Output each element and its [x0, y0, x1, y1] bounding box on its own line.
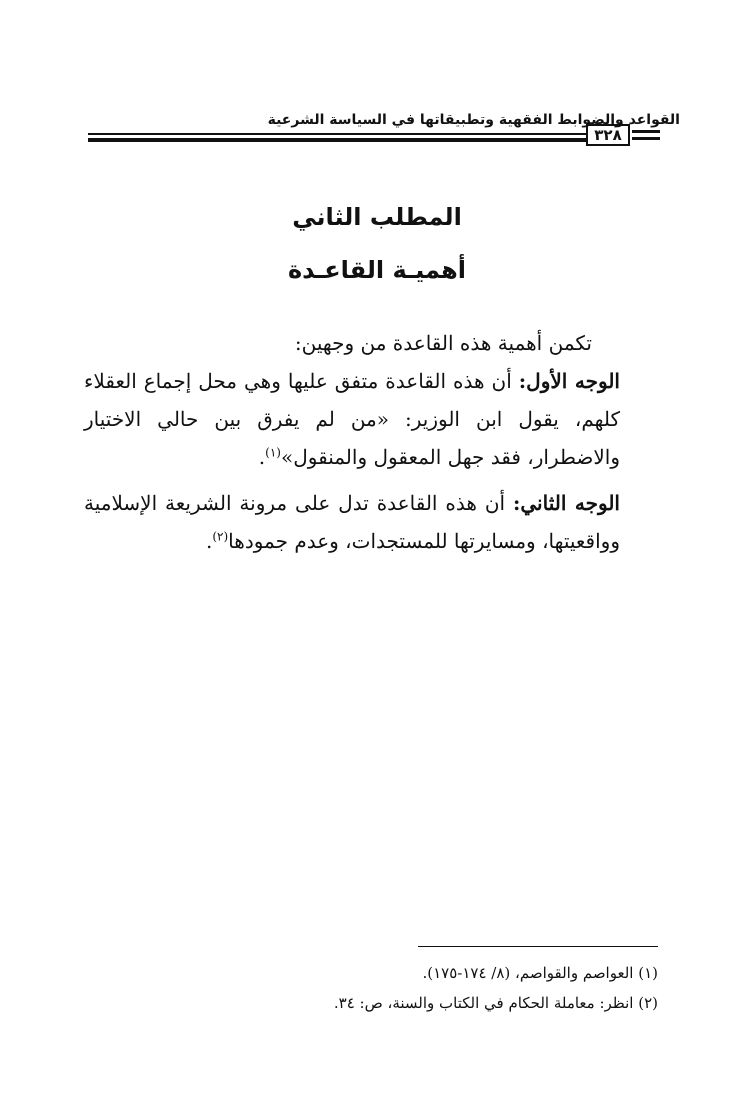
- header-rule-thick: [88, 138, 586, 142]
- header-rule-thin: [88, 133, 586, 135]
- section-heading: المطلب الثاني: [292, 203, 462, 231]
- aspect-two-end: .: [205, 529, 213, 553]
- header-ornament-line: [632, 137, 660, 140]
- aspect-one-end: .: [258, 445, 266, 469]
- aspect-one-label: الوجه الأول:: [518, 369, 620, 393]
- footnote-ref-1: (١): [265, 445, 281, 460]
- footnote-1: (١) العواصم والقواصم، (٨/ ١٧٤-١٧٥).: [422, 964, 658, 982]
- page-number: ٣٢٨: [586, 124, 630, 146]
- aspect-two-label: الوجه الثاني:: [513, 491, 620, 515]
- running-header-title: القواعد والضوابط الفقهية وتطبيقاتها في السياسة الشرعية: [267, 112, 680, 128]
- footnote-separator: [418, 946, 658, 947]
- aspect-two-text: أن هذه القاعدة تدل على مرونة الشريعة الإسلامية وواقعيتها، ومسايرتها للمستجدات، وعدم جمودها: [84, 491, 620, 553]
- footnotes: [200, 958, 658, 1018]
- body-text: [84, 324, 620, 568]
- intro-paragraph: تكمن أهمية هذه القاعدة من وجهين:: [294, 331, 592, 355]
- aspect-one-text: أن هذه القاعدة متفق عليها وهي محل إجماع العقلاء كلهم، يقول ابن الوزير: «من لم يفرق بين حالي الاختيار والاضطرار، فقد جهل المعقول والمنقول»: [84, 369, 620, 469]
- footnote-ref-2: (٢): [212, 529, 229, 544]
- footnote-2: (٢) انظر: معاملة الحكام في الكتاب والسنة، ص: ٣٤.: [333, 994, 658, 1012]
- aspect-two-paragraph: [84, 484, 620, 560]
- section-title: أهميـة القاعـدة: [287, 256, 467, 284]
- header-ornament-line: [632, 130, 660, 133]
- aspect-one-paragraph: [84, 362, 620, 476]
